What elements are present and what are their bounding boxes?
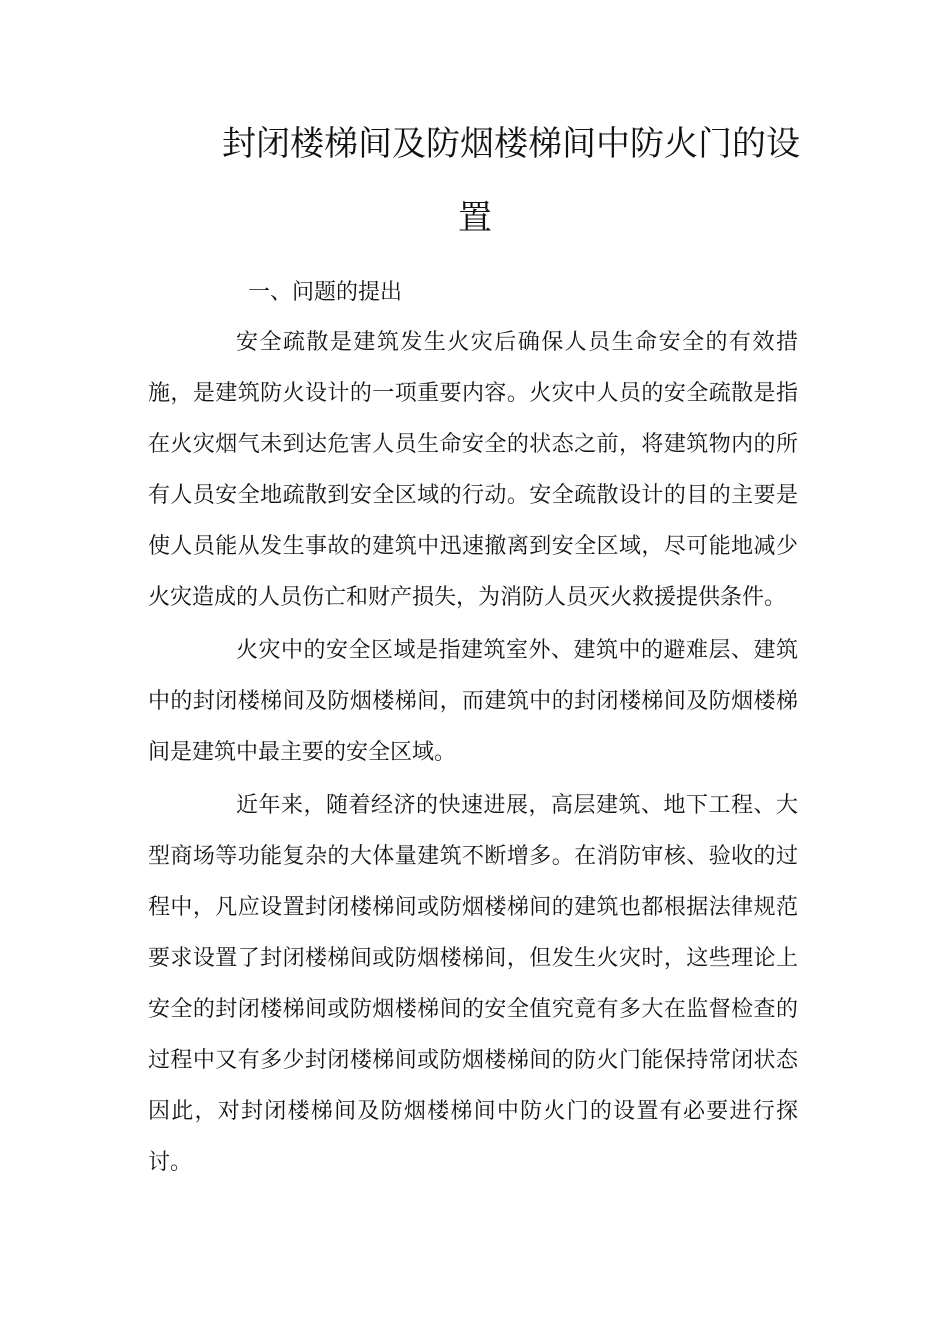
paragraph-2: 火灾中的安全区域是指建筑室外、建筑中的避难层、建筑中的封闭楼梯间及防烟楼梯间，而建筑中的封闭楼梯间及防烟楼梯间是建筑中最主要的安全区域。 — [148, 638, 798, 765]
section-heading: 一、问题的提出 — [248, 280, 403, 305]
paragraph-1: 安全疏散是建筑发生火灾后确保人员生命安全的有效措施，是建筑防火设计的一项重要内容。火灾中人员的安全疏散是指在火灾烟气未到达危害人员生命安全的状态之前，将建筑物内的所有人员安全地疏散到安全区域的行动。安全疏散设计的目的主要是使人员能从发生事故的建筑中迅速撤离到安全区域，尽可能地减少火灾造成的人员伤亡和财产损失，为消防人员灭火救援提供条件。 — [148, 330, 798, 610]
document-title-line-1: 封闭楼梯间及防烟楼梯间中防火门的设 — [222, 124, 800, 164]
document-title-line-2: 置 — [458, 198, 492, 238]
paragraph-3: 近年来，随着经济的快速进展，高层建筑、地下工程、大型商场等功能复杂的大体量建筑不断增多。在消防审核、验收的过程中，凡应设置封闭楼梯间或防烟楼梯间的建筑也都根据法律规范要求设置了封闭楼梯间或防烟楼梯间，但发生火灾时，这些理论上安全的封闭楼梯间或防烟楼梯间的安全值究竟有多大在监督检查的过程中又有多少封闭楼梯间或防烟楼梯间的防火门能保持常闭状态因此，对封闭楼梯间及防烟楼梯间中防火门的设置有必要进行探讨。 — [148, 793, 798, 1175]
